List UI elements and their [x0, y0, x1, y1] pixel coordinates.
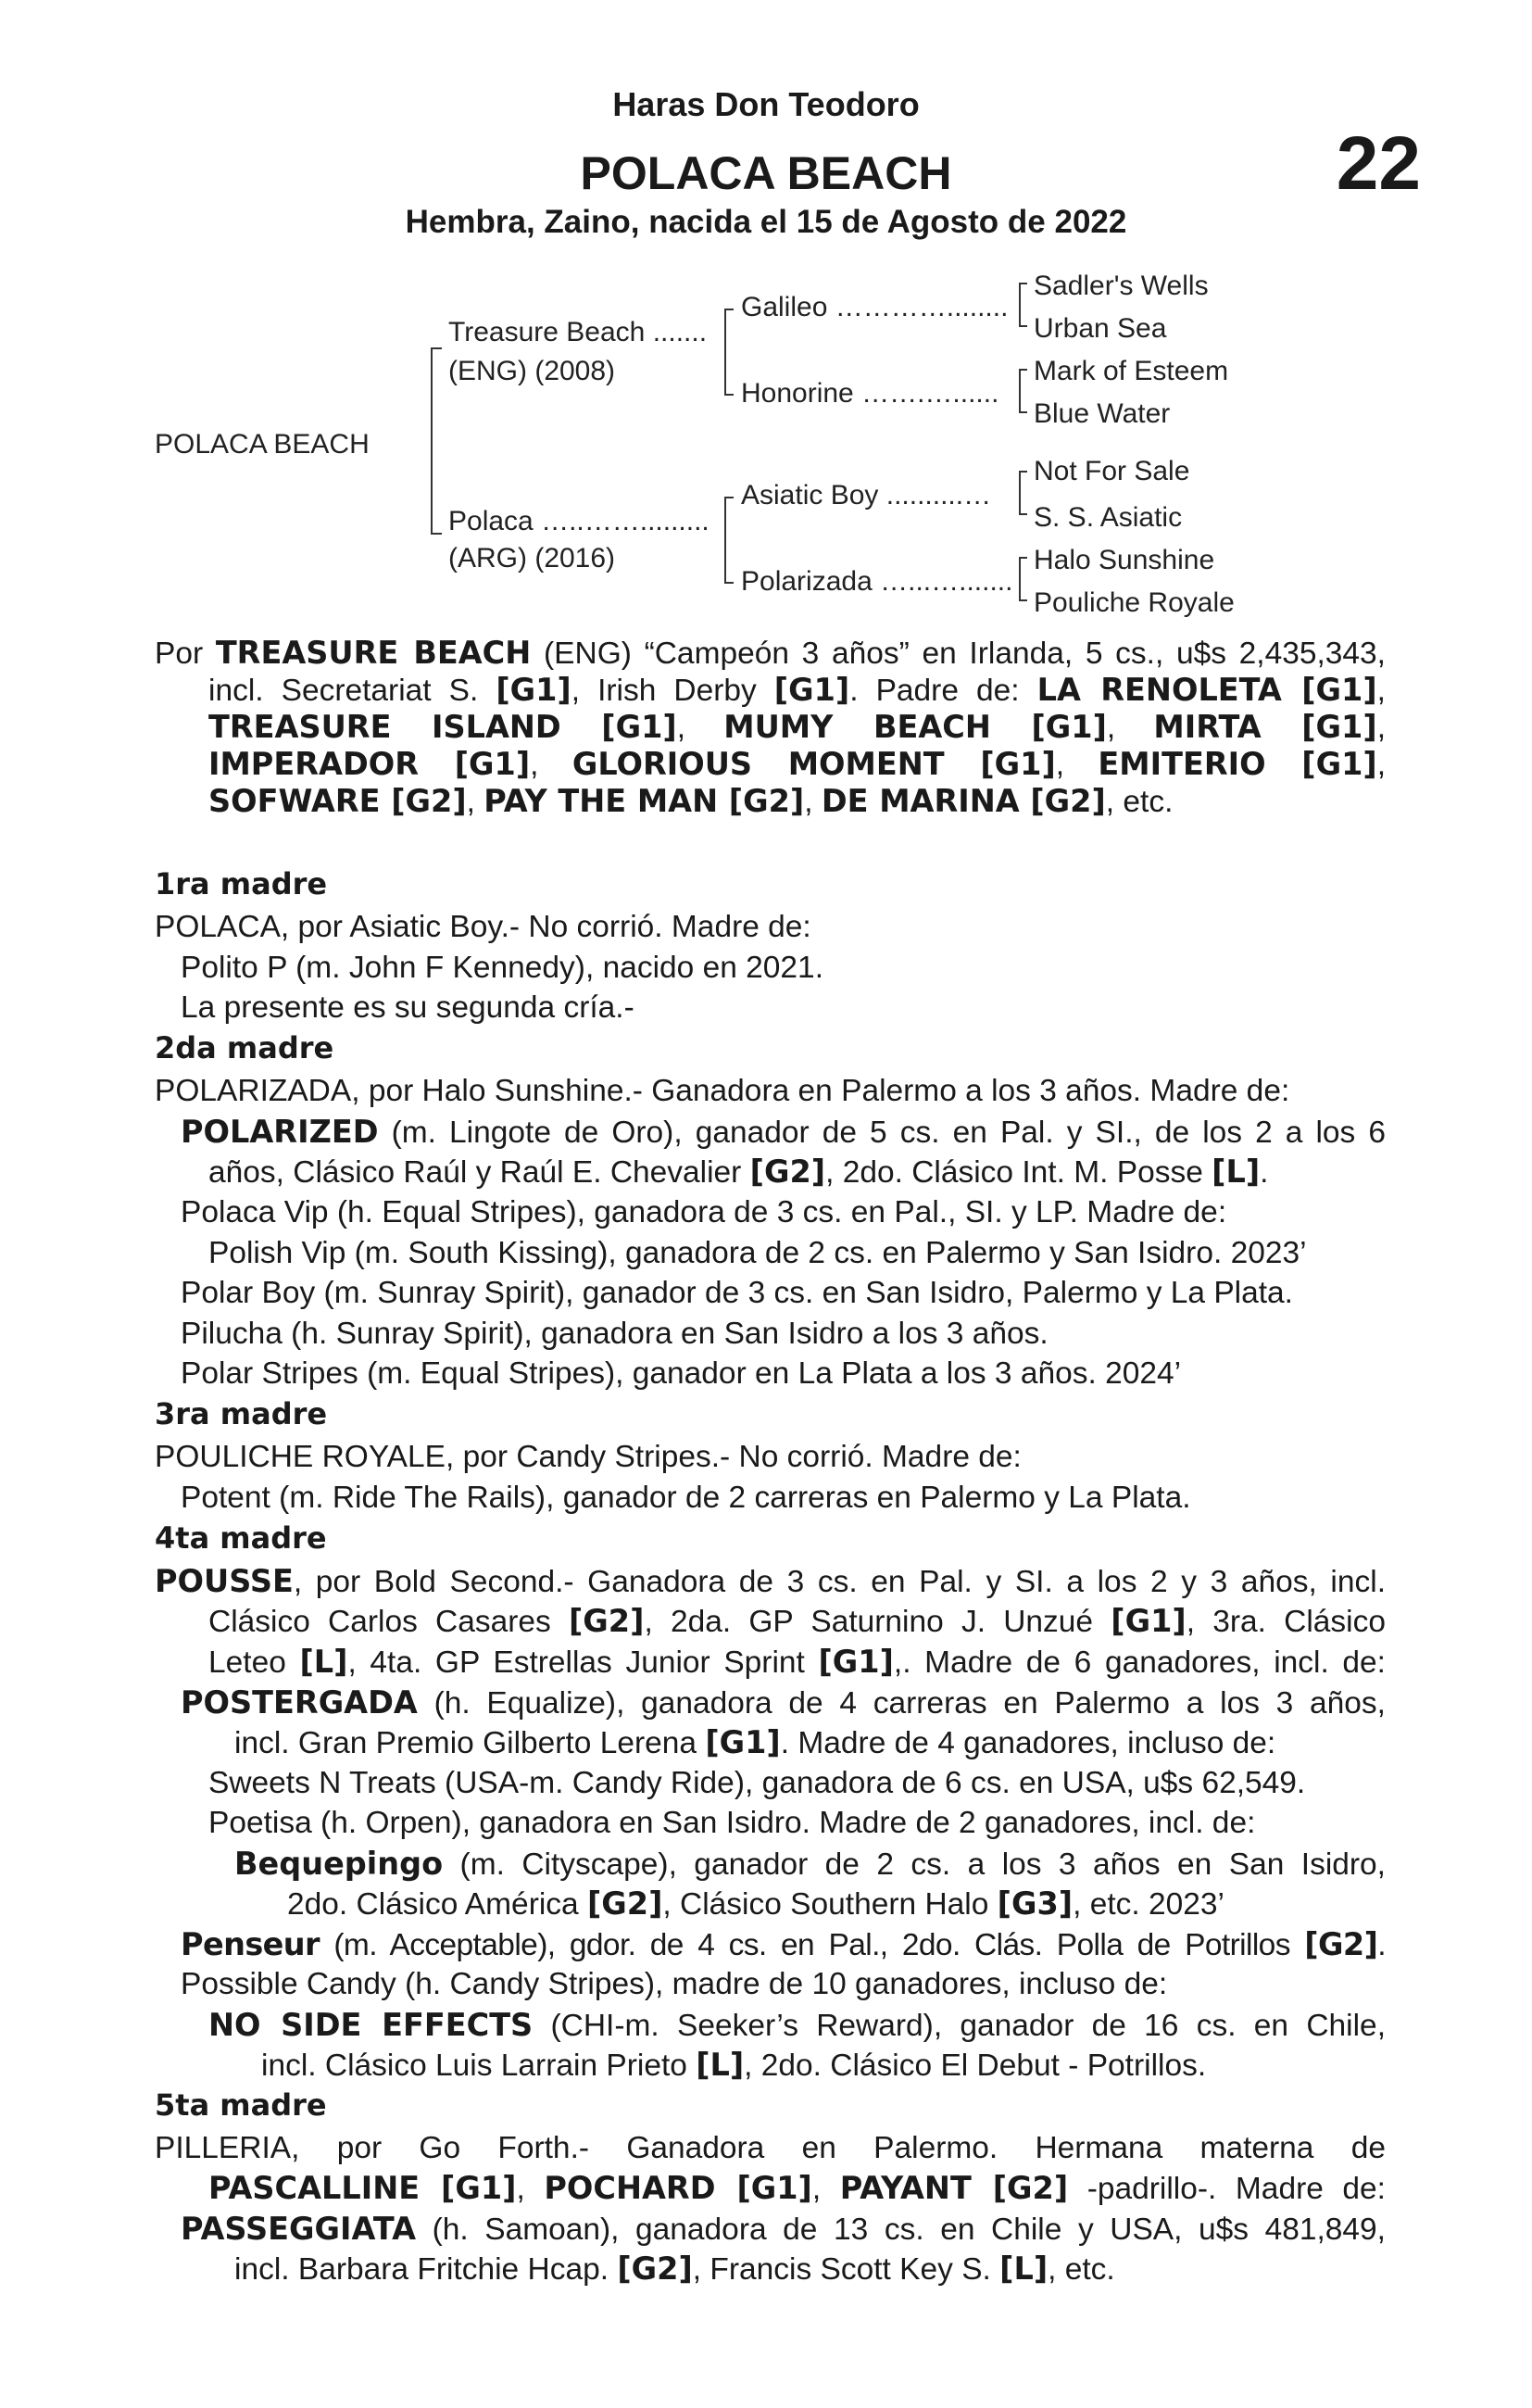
pedigree-sire-dam	[741, 378, 998, 410]
text: . Padre de:	[849, 674, 1037, 708]
dam-origin: (ARG) (2016)	[448, 543, 616, 574]
text: , Clásico Southern Halo	[662, 1887, 998, 1922]
ds-name: Asiatic Boy	[741, 480, 879, 511]
bracket-tick	[431, 347, 442, 349]
offspring-name: POCHARD [G1]	[544, 2170, 812, 2206]
bracket-gen3	[1019, 557, 1021, 601]
text: incl. Gran Premio Gilberto Lerena	[234, 1726, 706, 1760]
text: , etc.	[1105, 785, 1174, 819]
offspring-name: PASSEGGIATA	[181, 2211, 416, 2247]
text: incl. Clásico Luis Larrain Prieto	[261, 2049, 697, 2083]
bracket-tick	[1019, 599, 1027, 601]
text-line	[208, 1642, 1386, 1683]
text: incl. Secretariat S.	[208, 674, 496, 708]
farm-name: Haras Don Teodoro	[612, 85, 920, 123]
leader-dots: ..........…	[885, 480, 992, 511]
bracket-tick	[1019, 369, 1027, 371]
text-line	[208, 1601, 1386, 1643]
pedigree-dam-sire	[741, 480, 991, 511]
grade-badge: [G2]	[1304, 1926, 1378, 1962]
offspring-name: NO SIDE EFFECTS	[208, 2007, 534, 2043]
horse-description: Hembra, Zaino, nacida el 15 de Agosto de 2022	[405, 204, 1127, 240]
pedigree-dam	[448, 506, 709, 537]
text-line: Pilucha (h. Sunray Spirit), ganadora en San Isidro a los 3 años.	[181, 1317, 1049, 1351]
text-line: Possible Candy (h. Candy Stripes), madre de 10 ganadores, incluso de:	[181, 1967, 1168, 2001]
leader-dots: …..…….........	[541, 506, 709, 536]
pedigree-sire	[448, 317, 707, 348]
text: 2do. Clásico América	[287, 1887, 587, 1922]
bracket-tick	[431, 533, 442, 535]
section-title: 5ta madre	[155, 2087, 327, 2123]
text-line	[155, 1561, 1386, 1603]
bracket-gen2-sire	[724, 309, 726, 396]
text: (m. Acceptable), gdor. de 4 cs. en Pal., 2do. Clás. Polla de Potrillos	[319, 1928, 1305, 1962]
text: (m. Lingote de Oro), ganador de 5 cs. en Pal. y SI., de los 2 a los 6	[378, 1116, 1386, 1150]
offspring-name: PAYANT [G2]	[839, 2170, 1069, 2206]
pedigree-sire-sire	[741, 292, 1008, 323]
text: Por	[155, 637, 216, 671]
text-line	[208, 1152, 1268, 1193]
dam-name: Polaca	[448, 506, 534, 536]
text-line: La presente es su segunda cría.-	[181, 990, 634, 1025]
text: Leteo	[208, 1645, 300, 1680]
pedigree-ddd: Pouliche Royale	[1034, 587, 1235, 618]
text-line: Sweets N Treats (USA-m. Candy Ride), ganadora de 6 cs. en USA, u$s 62,549.	[208, 1766, 1306, 1800]
sd-name: Honorine	[741, 378, 854, 409]
text: ,	[811, 2172, 840, 2206]
sire-name-bold: TREASURE BEACH	[215, 635, 532, 671]
grade-badge: [L]	[299, 1644, 348, 1680]
ss-name: Galileo	[741, 292, 828, 322]
offspring-name: MIRTA [G1]	[1153, 709, 1377, 745]
bracket-gen2-dam	[724, 497, 726, 584]
pedigree-subject: POLACA BEACH	[155, 429, 370, 460]
text: años, Clásico Raúl y Raúl E. Chevalier	[208, 1155, 750, 1190]
text: ,	[676, 711, 724, 745]
grade-badge: [L]	[696, 2047, 745, 2083]
text-line	[261, 2045, 1206, 2087]
text-line: Poetisa (h. Orpen), ganadora en San Isidro. Madre de 2 ganadores, incl. de:	[208, 1806, 1256, 1840]
section-title: 3ra madre	[155, 1396, 328, 1431]
text-line: Polar Stripes (m. Equal Stripes), ganador en La Plata a los 3 años. 2024’	[181, 1356, 1182, 1391]
grade-badge: [G1]	[496, 672, 571, 708]
text: , 2do. Clásico Int. M. Posse	[825, 1155, 1212, 1190]
pedigree-dss: Not For Sale	[1034, 456, 1190, 486]
bracket-tick	[1019, 471, 1027, 473]
text-line: Polar Boy (m. Sunray Spirit), ganador de 3 cs. en San Isidro, Palermo y La Plata.	[181, 1276, 1293, 1310]
text: , 3ra. Clásico	[1186, 1605, 1386, 1639]
sire-origin: (ENG) (2008)	[448, 356, 616, 386]
grade-badge: [G2]	[749, 1154, 826, 1190]
offspring-name: GLORIOUS MOMENT [G1]	[571, 746, 1056, 782]
bracket-tick	[1019, 325, 1027, 327]
text: .	[1377, 1928, 1386, 1962]
text: , 4ta. GP Estrellas Junior Sprint	[347, 1645, 819, 1680]
offspring-name: TREASURE ISLAND [G1]	[208, 709, 677, 745]
text: . Madre de 4 ganadores, incluso de:	[780, 1726, 1276, 1760]
pedigree-sds: Mark of Esteem	[1034, 356, 1229, 386]
text-line	[234, 1722, 1275, 1764]
pedigree-dam-dam	[741, 566, 1012, 598]
text: ,	[516, 2172, 545, 2206]
text: .	[1260, 1155, 1269, 1190]
text: (m. Cityscape), ganador de 2 cs. a los 3 años en San Isidro,	[443, 1847, 1386, 1882]
sire-name: Treasure Beach	[448, 317, 646, 347]
section-title: 1ra madre	[155, 866, 328, 901]
text-line: POULICHE ROYALE, por Candy Stripes.- No corrió. Madre de:	[155, 1440, 1022, 1474]
offspring-name: EMITERIO [G1]	[1098, 746, 1377, 782]
text: , etc. 2023’	[1073, 1887, 1224, 1922]
grade-badge: [L]	[999, 2250, 1049, 2287]
text: ,	[530, 748, 572, 782]
text-line: Polaca Vip (h. Equal Stripes), ganadora de 3 cs. en Pal., SI. y LP. Madre de:	[181, 1195, 1227, 1229]
text: ,	[1376, 711, 1386, 745]
text: , 2da. GP Saturnino J. Unzué	[644, 1605, 1111, 1639]
text: ,	[1376, 748, 1387, 782]
leader-dots: …………........	[835, 292, 1009, 322]
offspring-name: MUMY BEACH [G1]	[723, 709, 1107, 745]
pedigree-sss: Sadler's Wells	[1034, 271, 1209, 301]
horse-name: POLACA BEACH	[580, 147, 952, 199]
text-line	[181, 2209, 1386, 2250]
bracket-tick	[1019, 513, 1027, 515]
text: , Francis Scott Key S.	[692, 2252, 1000, 2287]
text: ,	[1376, 674, 1386, 708]
text-line	[287, 1884, 1224, 1925]
offspring-name: PASCALLINE [G1]	[208, 2170, 517, 2206]
offspring-name: SOFWARE [G2]	[208, 783, 467, 819]
grade-badge: [G1]	[773, 672, 850, 708]
text-line	[234, 2249, 1115, 2290]
text: -padrillo-. Madre de:	[1068, 2172, 1386, 2206]
text-line: POLACA, por Asiatic Boy.- No corrió. Madre de:	[155, 910, 811, 944]
offspring-name: POSTERGADA	[181, 1684, 418, 1721]
bracket-gen3	[1019, 471, 1021, 515]
offspring-name: Penseur	[181, 1926, 320, 1962]
leader-dots: …….…......	[861, 378, 999, 409]
text-line	[208, 707, 1386, 749]
pedigree-dds: Halo Sunshine	[1034, 545, 1215, 575]
text-line	[155, 633, 1386, 674]
text-line	[208, 781, 1173, 823]
bracket-tick	[1019, 557, 1027, 559]
offspring-name: DE MARINA [G2]	[821, 783, 1106, 819]
bracket-tick	[724, 394, 734, 396]
text-line: Polito P (m. John F Kennedy), nacido en 2021.	[181, 951, 823, 985]
text-line	[181, 1112, 1386, 1154]
text: (ENG) “Campeón 3 años” en Irlanda, 5 cs., u$s 2,435,343,	[531, 637, 1386, 671]
text-line	[208, 2168, 1386, 2210]
bracket-gen3	[1019, 283, 1021, 327]
text-line: Polish Vip (m. South Kissing), ganadora de 2 cs. en Palermo y San Isidro. 2023’	[208, 1236, 1307, 1270]
bracket-gen1	[431, 347, 433, 535]
text: incl. Barbara Fritchie Hcap.	[234, 2252, 618, 2287]
offspring-name: IMPERADOR [G1]	[208, 746, 531, 782]
pedigree-sdd: Blue Water	[1034, 398, 1171, 429]
grade-badge: [L]	[1212, 1154, 1261, 1190]
grade-badge: [G1]	[1111, 1603, 1187, 1639]
bracket-tick	[724, 309, 734, 310]
offspring-name: PAY THE MAN [G2]	[483, 783, 805, 819]
text: ,	[1055, 748, 1099, 782]
text-line	[208, 744, 1386, 786]
grade-badge: [G2]	[617, 2250, 693, 2287]
lot-number: 22	[1336, 121, 1421, 206]
text-line	[208, 2005, 1386, 2047]
grade-badge: [G2]	[569, 1603, 645, 1639]
section-title: 2da madre	[155, 1030, 334, 1065]
text: , etc.	[1048, 2252, 1115, 2287]
bracket-tick	[724, 582, 734, 584]
leader-dots: .......	[652, 317, 708, 347]
text-line	[181, 1924, 1386, 1966]
pedigree-dsd: S. S. Asiatic	[1034, 502, 1183, 533]
text: , por Bold Second.- Ganadora de 3 cs. en Pal. y SI. a los 2 y 3 años, incl.	[293, 1565, 1386, 1599]
text: Clásico Carlos Casares	[208, 1605, 569, 1639]
offspring-name: LA RENOLETA [G1]	[1036, 672, 1377, 708]
text-line: POLARIZADA, por Halo Sunshine.- Ganadora en Palermo a los 3 años. Madre de:	[155, 1074, 1290, 1108]
leader-dots: …...….......	[880, 566, 1013, 597]
text-line: Potent (m. Ride The Rails), ganador de 2 carreras en Palermo y La Plata.	[181, 1481, 1191, 1515]
offspring-name: Bequepingo	[234, 1846, 444, 1882]
text-line	[234, 1844, 1386, 1885]
text: (CHI-m. Seeker’s Reward), ganador de 16 cs. en Chile,	[533, 2009, 1386, 2043]
text-line	[208, 670, 1386, 712]
text-line: PILLERIA, por Go Forth.- Ganadora en Palermo. Hermana materna de	[155, 2131, 1386, 2165]
text: (h. Equalize), ganadora de 4 carreras en Palermo a los 3 años,	[417, 1686, 1386, 1721]
bracket-gen3	[1019, 369, 1021, 413]
dd-name: Polarizada	[741, 566, 873, 597]
text: ,	[1106, 711, 1154, 745]
text: ,. Madre de 6 ganadores, incl. de:	[893, 1645, 1386, 1680]
bracket-tick	[1019, 411, 1027, 413]
text: ,	[466, 785, 484, 819]
bracket-tick	[724, 497, 734, 498]
section-title: 4ta madre	[155, 1520, 327, 1556]
text-line	[181, 1683, 1386, 1724]
text: (h. Samoan), ganadora de 13 cs. en Chile y USA, u$s 481,849,	[416, 2213, 1386, 2247]
text: ,	[804, 785, 822, 819]
bracket-tick	[1019, 283, 1027, 284]
offspring-name: POUSSE	[155, 1563, 294, 1599]
grade-badge: [G2]	[586, 1885, 663, 1922]
grade-badge: [G1]	[705, 1724, 781, 1760]
offspring-name: POLARIZED	[181, 1114, 379, 1150]
text: , Irish Derby	[571, 674, 774, 708]
pedigree-ssd: Urban Sea	[1034, 313, 1167, 344]
text: , 2do. Clásico El Debut - Potrillos.	[744, 2049, 1207, 2083]
grade-badge: [G3]	[997, 1885, 1074, 1922]
grade-badge: [G1]	[818, 1644, 894, 1680]
